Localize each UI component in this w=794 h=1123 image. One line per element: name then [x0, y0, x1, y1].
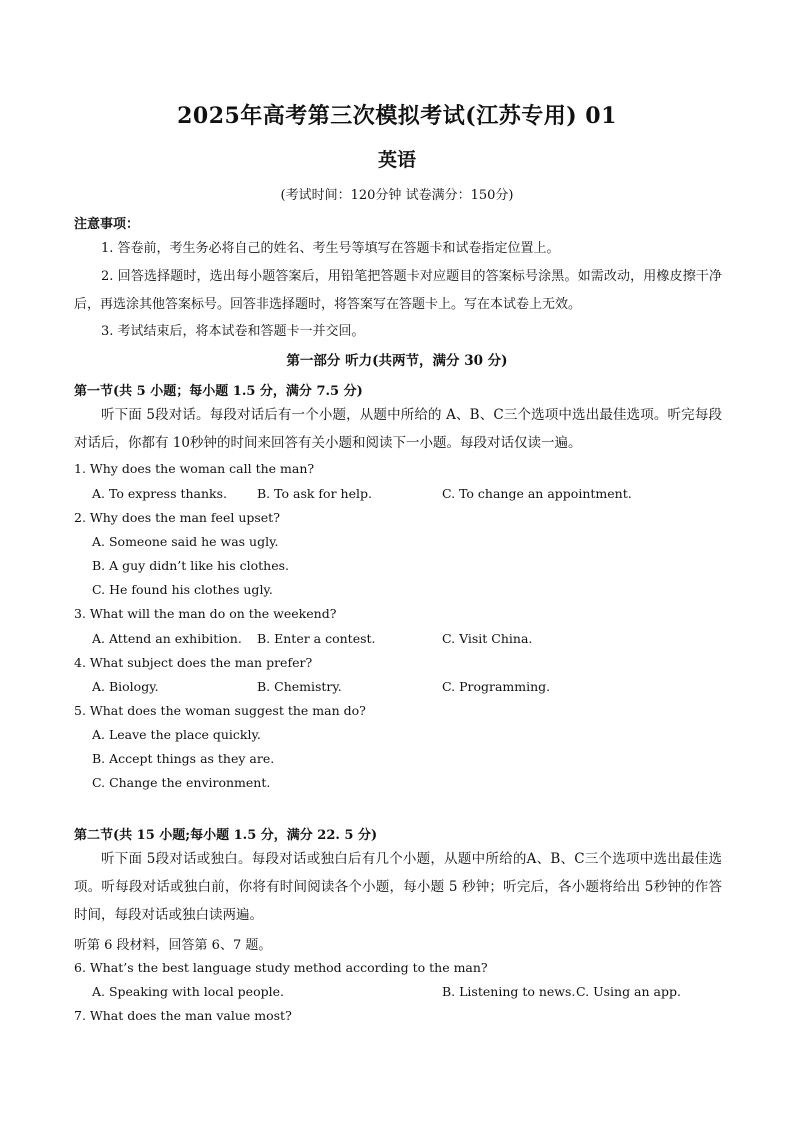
q4-option-a: A. Biology. — [92, 679, 159, 694]
question-7: 7. What does the man value most? — [74, 1008, 292, 1023]
question-5: 5. What does the woman suggest the man do? — [74, 703, 366, 718]
q2-option-b: B. A guy didn’t like his clothes. — [92, 558, 290, 573]
q2-option-c: C. He found his clothes ugly. — [92, 582, 273, 597]
q6-option-a: A. Speaking with local people. — [92, 984, 284, 999]
q5-option-c: C. Change the environment. — [92, 775, 271, 790]
section1-heading: 第一节(共 5 小题；每小题 1.5 分，满分 7.5 分) — [74, 384, 363, 399]
question-2: 2. Why does the man feel upset? — [74, 510, 280, 525]
q1-option-a: A. To express thanks. — [92, 486, 228, 501]
question-6: 6. What’s the best language study method according to the man? — [74, 960, 488, 975]
q4-option-b: B. Chemistry. — [257, 679, 342, 694]
exam-title: 2025年高考第三次模拟考试(江苏专用) 01 — [177, 103, 617, 129]
q6-option-b: B. Listening to news. — [442, 984, 576, 999]
q5-option-b: B. Accept things as they are. — [92, 751, 275, 766]
notice-item-2: 2. 回答选择题时，选出每小题答案后，用铅笔把答题卡对应题目的答案标号涂黑。如需改动，用橡皮擦干净后，再选涂其他答案标号。回答非选择题时，将答案写在答题卡上。写在本试卷上无效。 — [74, 269, 722, 312]
question-4: 4. What subject does the man prefer? — [74, 655, 313, 670]
q1-option-c: C. To change an appointment. — [442, 486, 632, 501]
q4-option-c: C. Programming. — [442, 679, 551, 694]
material-6-note: 听第 6 段材料，回答第 6、7 题。 — [74, 938, 272, 953]
section2-heading: 第二节(共 15 小题;每小题 1.5 分，满分 22. 5 分) — [74, 828, 378, 843]
q6-option-c: C. Using an app. — [576, 984, 681, 999]
section2-instructions: 听下面 5段对话或独白。每段对话或独白后有几个小题，从题中所给的A、B、C三个选项中选出最佳选项。听每段对话或独白前，你将有时间阅读各个小题，每小题 5 秒钟；听完后，各小题将给出 5秒钟的作答时间，每段对话或独白读两遍。 — [74, 851, 722, 923]
q3-option-b: B. Enter a contest. — [257, 631, 376, 646]
notice-heading: 注意事项： — [74, 217, 140, 232]
q1-option-b: B. To ask for help. — [257, 486, 372, 501]
q2-option-a: A. Someone said he was ugly. — [92, 534, 279, 549]
q3-option-a: A. Attend an exhibition. — [92, 631, 242, 646]
q5-option-a: A. Leave the place quickly. — [92, 727, 261, 742]
question-3: 3. What will the man do on the weekend? — [74, 606, 337, 621]
exam-meta: (考试时间：120分钟 试卷满分：150分) — [280, 188, 514, 203]
subject-title: 英语 — [377, 149, 416, 171]
section1-instructions: 听下面 5段对话。每段对话后有一个小题，从题中所给的 A、B、C三个选项中选出最佳选项。听完每段对话后，你都有 10秒钟的时间来回答有关小题和阅读下一小题。每段对话仅读一遍。 — [74, 407, 722, 451]
part1-heading: 第一部分 听力(共两节，满分 30 分) — [286, 353, 508, 369]
notice-item-1: 1. 答卷前，考生务必将自己的姓名、考生号等填写在答题卡和试卷指定位置上。 — [101, 241, 560, 256]
q3-option-c: C. Visit China. — [442, 631, 533, 646]
notice-item-3: 3. 考试结束后，将本试卷和答题卡一并交回。 — [101, 324, 365, 339]
question-1: 1. Why does the woman call the man? — [74, 461, 315, 476]
